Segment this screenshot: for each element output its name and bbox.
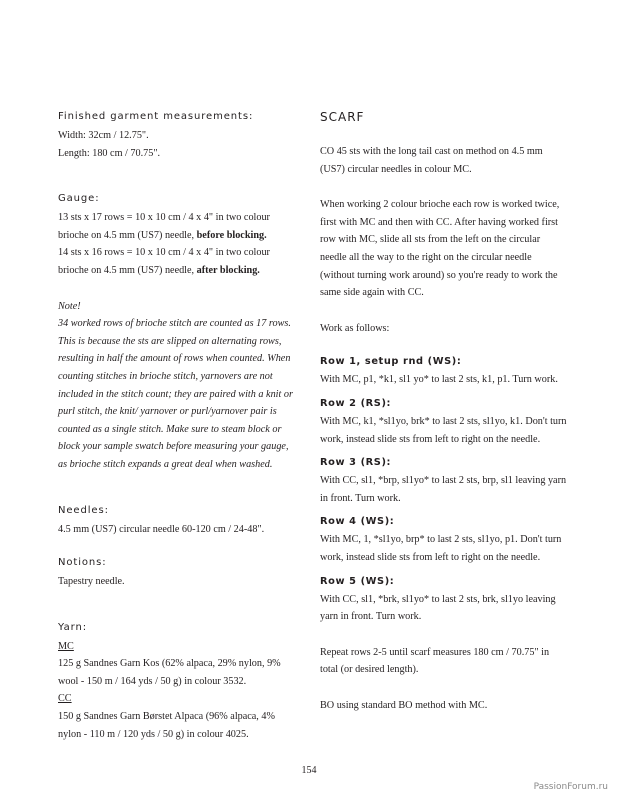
row-3-heading: Row 3 (RS): xyxy=(320,457,392,469)
left-column xyxy=(58,110,300,743)
gauge-line-2: 14 sts x 16 rows = 10 x 10 cm / 4 x 4" in two colour brioche on 4.5 mm (US7) needle, after blocking. xyxy=(58,247,270,276)
yarn-mc-label: MC xyxy=(58,640,74,652)
row-5-heading: Row 5 (WS): xyxy=(320,575,395,587)
row-3-text: With CC, sl1, *brp, sl1yo* to last 2 sts, brp, sl1 leaving yarn in front. Turn work. xyxy=(320,475,567,504)
row-4-text: With MC, 1, *sl1yo, brp* to last 2 sts, sl1yo, p1. Don't turn work, instead slide sts from left to right on the needle. xyxy=(320,534,562,563)
row-1-heading: Row 1, setup rnd (WS): xyxy=(320,356,462,368)
length-line: Length: 180 cm / 70.75". xyxy=(58,147,161,159)
gauge-heading: Gauge: xyxy=(58,193,100,205)
work-as-follows: Work as follows: xyxy=(320,322,390,334)
right-column xyxy=(320,110,568,714)
note-text: 34 worked rows of brioche stitch are counted as 17 rows. This is because the sts are slipped on alternating rows, resulting in half the amount of rows when counted. When counting stitches in brioche stitch, yarnovers are not included in the stitch count; they are paired with a knit or purl stitch, the knit/ yarnover or purl/yarnover pair is counted as a single stitch. Make sure to steam block or block your sample swatch before measuring your gauge, as brioche stitch expands a great deal when washed. xyxy=(58,318,293,470)
note-title: Note! xyxy=(58,300,81,312)
yarn-mc-text: 125 g Sandnes Garn Kos (62% alpaca, 29% nylon, 9% wool - 150 m / 164 yds / 50 g) in colour 3532. xyxy=(58,658,281,687)
page-number: 154 xyxy=(301,765,317,776)
notions-text: Tapestry needle. xyxy=(58,576,125,588)
row-2-heading: Row 2 (RS): xyxy=(320,397,392,409)
watermark: PassionForum.ru xyxy=(533,782,608,792)
row-5-text: With CC, sl1, *brk, sl1yo* to last 2 sts, brk, sl1yo leaving yarn in front. Turn work. xyxy=(320,593,556,623)
bind-off-text: BO using standard BO method with MC. xyxy=(320,699,488,711)
cast-on-text: CO 45 sts with the long tail cast on method on 4.5 mm (US7) circular needles in colour MC. xyxy=(320,146,543,175)
width-line: Width: 32cm / 12.75". xyxy=(58,130,149,141)
notions-heading: Notions: xyxy=(58,557,107,569)
row-1-text: With MC, p1, *k1, sl1 yo* to last 2 sts, k1, p1. Turn work. xyxy=(320,374,558,386)
yarn-heading: Yarn: xyxy=(58,621,88,633)
section-title: SCARF xyxy=(320,110,365,124)
needles-heading: Needles: xyxy=(58,504,109,516)
gauge-line-1: 13 sts x 17 rows = 10 x 10 cm / 4 x 4" in two colour brioche on 4.5 mm (US7) needle, before blocking. xyxy=(58,212,270,241)
yarn-cc-text: 150 g Sandnes Garn Børstet Alpaca (96% alpaca, 4% nylon - 110 m / 120 yds / 50 g) in colour 4025. xyxy=(58,711,275,740)
measurements-heading: Finished garment measurements: xyxy=(58,111,254,122)
intro-text: When working 2 colour brioche each row is worked twice, first with MC and then with CC. After having worked first row with MC, slide all sts from the left on the circular needle all the way to the right on the circular needle (without turning work around) so you're ready to work the same side again with CC. xyxy=(320,199,560,299)
repeat-text: Repeat rows 2-5 until scarf measures 180 cm / 70.75" in total (or desired length). xyxy=(320,646,550,676)
needles-text: 4.5 mm (US7) circular needle 60-120 cm / 24-48". xyxy=(58,523,265,535)
yarn-cc-label: CC xyxy=(58,693,72,705)
row-2-text: With MC, k1, *sl1yo, brk* to last 2 sts, sl1yo, k1. Don't turn work, instead slide sts from left to right on the needle. xyxy=(320,415,567,445)
row-4-heading: Row 4 (WS): xyxy=(320,516,395,528)
